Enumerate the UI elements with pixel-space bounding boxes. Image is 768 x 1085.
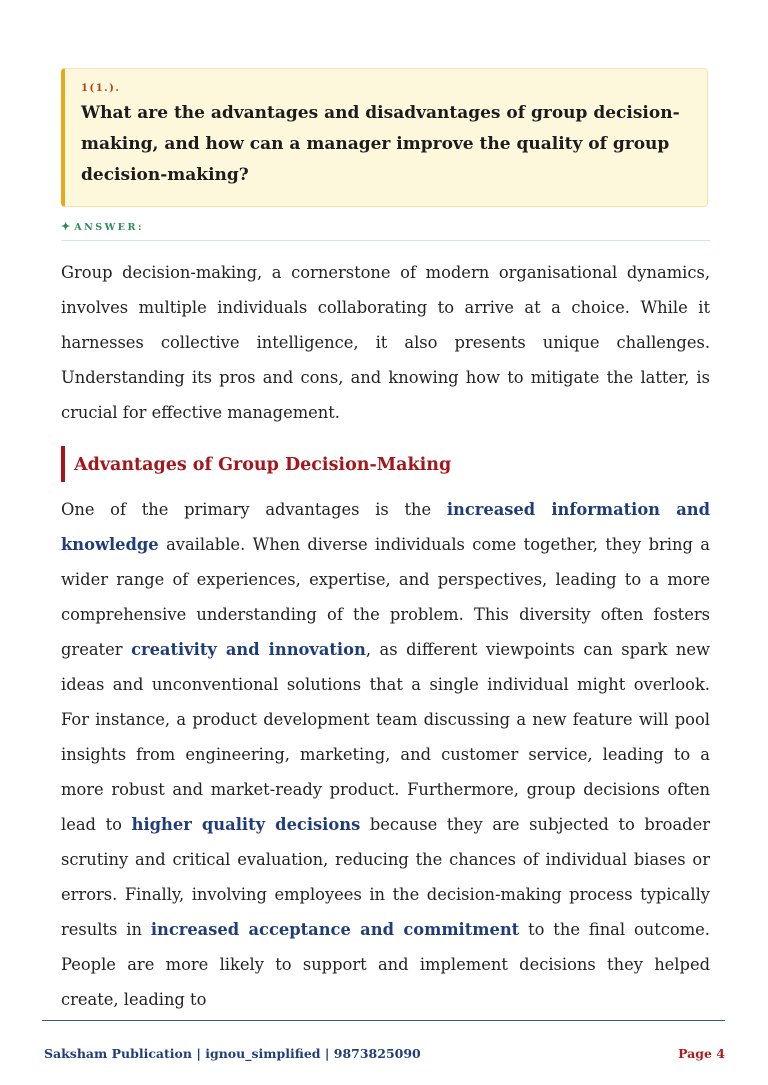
page-number: Page 4 (678, 1046, 725, 1061)
star-icon: ✦ (61, 220, 71, 233)
text-segment: available. When diverse individuals come together, they bring a wider range of experiences, expertise, and perspectives, leading to a more comprehensive understanding of the problem. This diversity often fosters greater (61, 535, 710, 659)
advantages-paragraph (61, 492, 710, 1017)
text-segment: One of the primary advantages is the (61, 500, 447, 519)
text-segment: to the final outcome. People are more likely to support and implement decisions they helped create, leading to (61, 920, 710, 1009)
footer-divider (42, 1020, 725, 1021)
question-box (61, 68, 708, 207)
answer-label (61, 220, 144, 233)
intro-paragraph: Group decision-making, a cornerstone of modern organisational dynamics, involves multiple individuals collaborating to arrive at a choice. While it harnesses collective intelligence, it also presents unique challenges. Understanding its pros and cons, and knowing how to mitigate the latter, is crucial for effective management. (61, 263, 710, 422)
answer-label-text: ANSWER: (74, 222, 144, 233)
highlight-term: creativity and innovation (131, 640, 366, 659)
question-number: 1(1.). (81, 83, 121, 94)
question-text: What are the advantages and disadvantages of group decision-making, and how can a manager improve the quality of group decision-making? (81, 103, 680, 185)
section-heading-advantages: Advantages of Group Decision-Making (61, 446, 710, 482)
highlight-term: higher quality decisions (131, 815, 361, 834)
answer-divider (61, 240, 710, 241)
footer-publisher: Saksham Publication | ignou_simplified | 9873825090 (44, 1046, 421, 1061)
text-segment: , as different viewpoints can spark new ideas and unconventional solutions that a single individual might overlook. For instance, a product development team discussing a new feature will pool insights from engineering, marketing, and customer service, leading to a more robust and market-ready product. Furthermore, group decisions often lead to (61, 640, 710, 834)
text-segment: because they are subjected to broader scrutiny and critical evaluation, reducing the chances of individual biases or errors. Finally, involving employees in the decision-making process typically results in (61, 815, 710, 939)
highlight-term: increased information and knowledge (61, 500, 710, 554)
highlight-term: increased acceptance and commitment (150, 920, 520, 939)
